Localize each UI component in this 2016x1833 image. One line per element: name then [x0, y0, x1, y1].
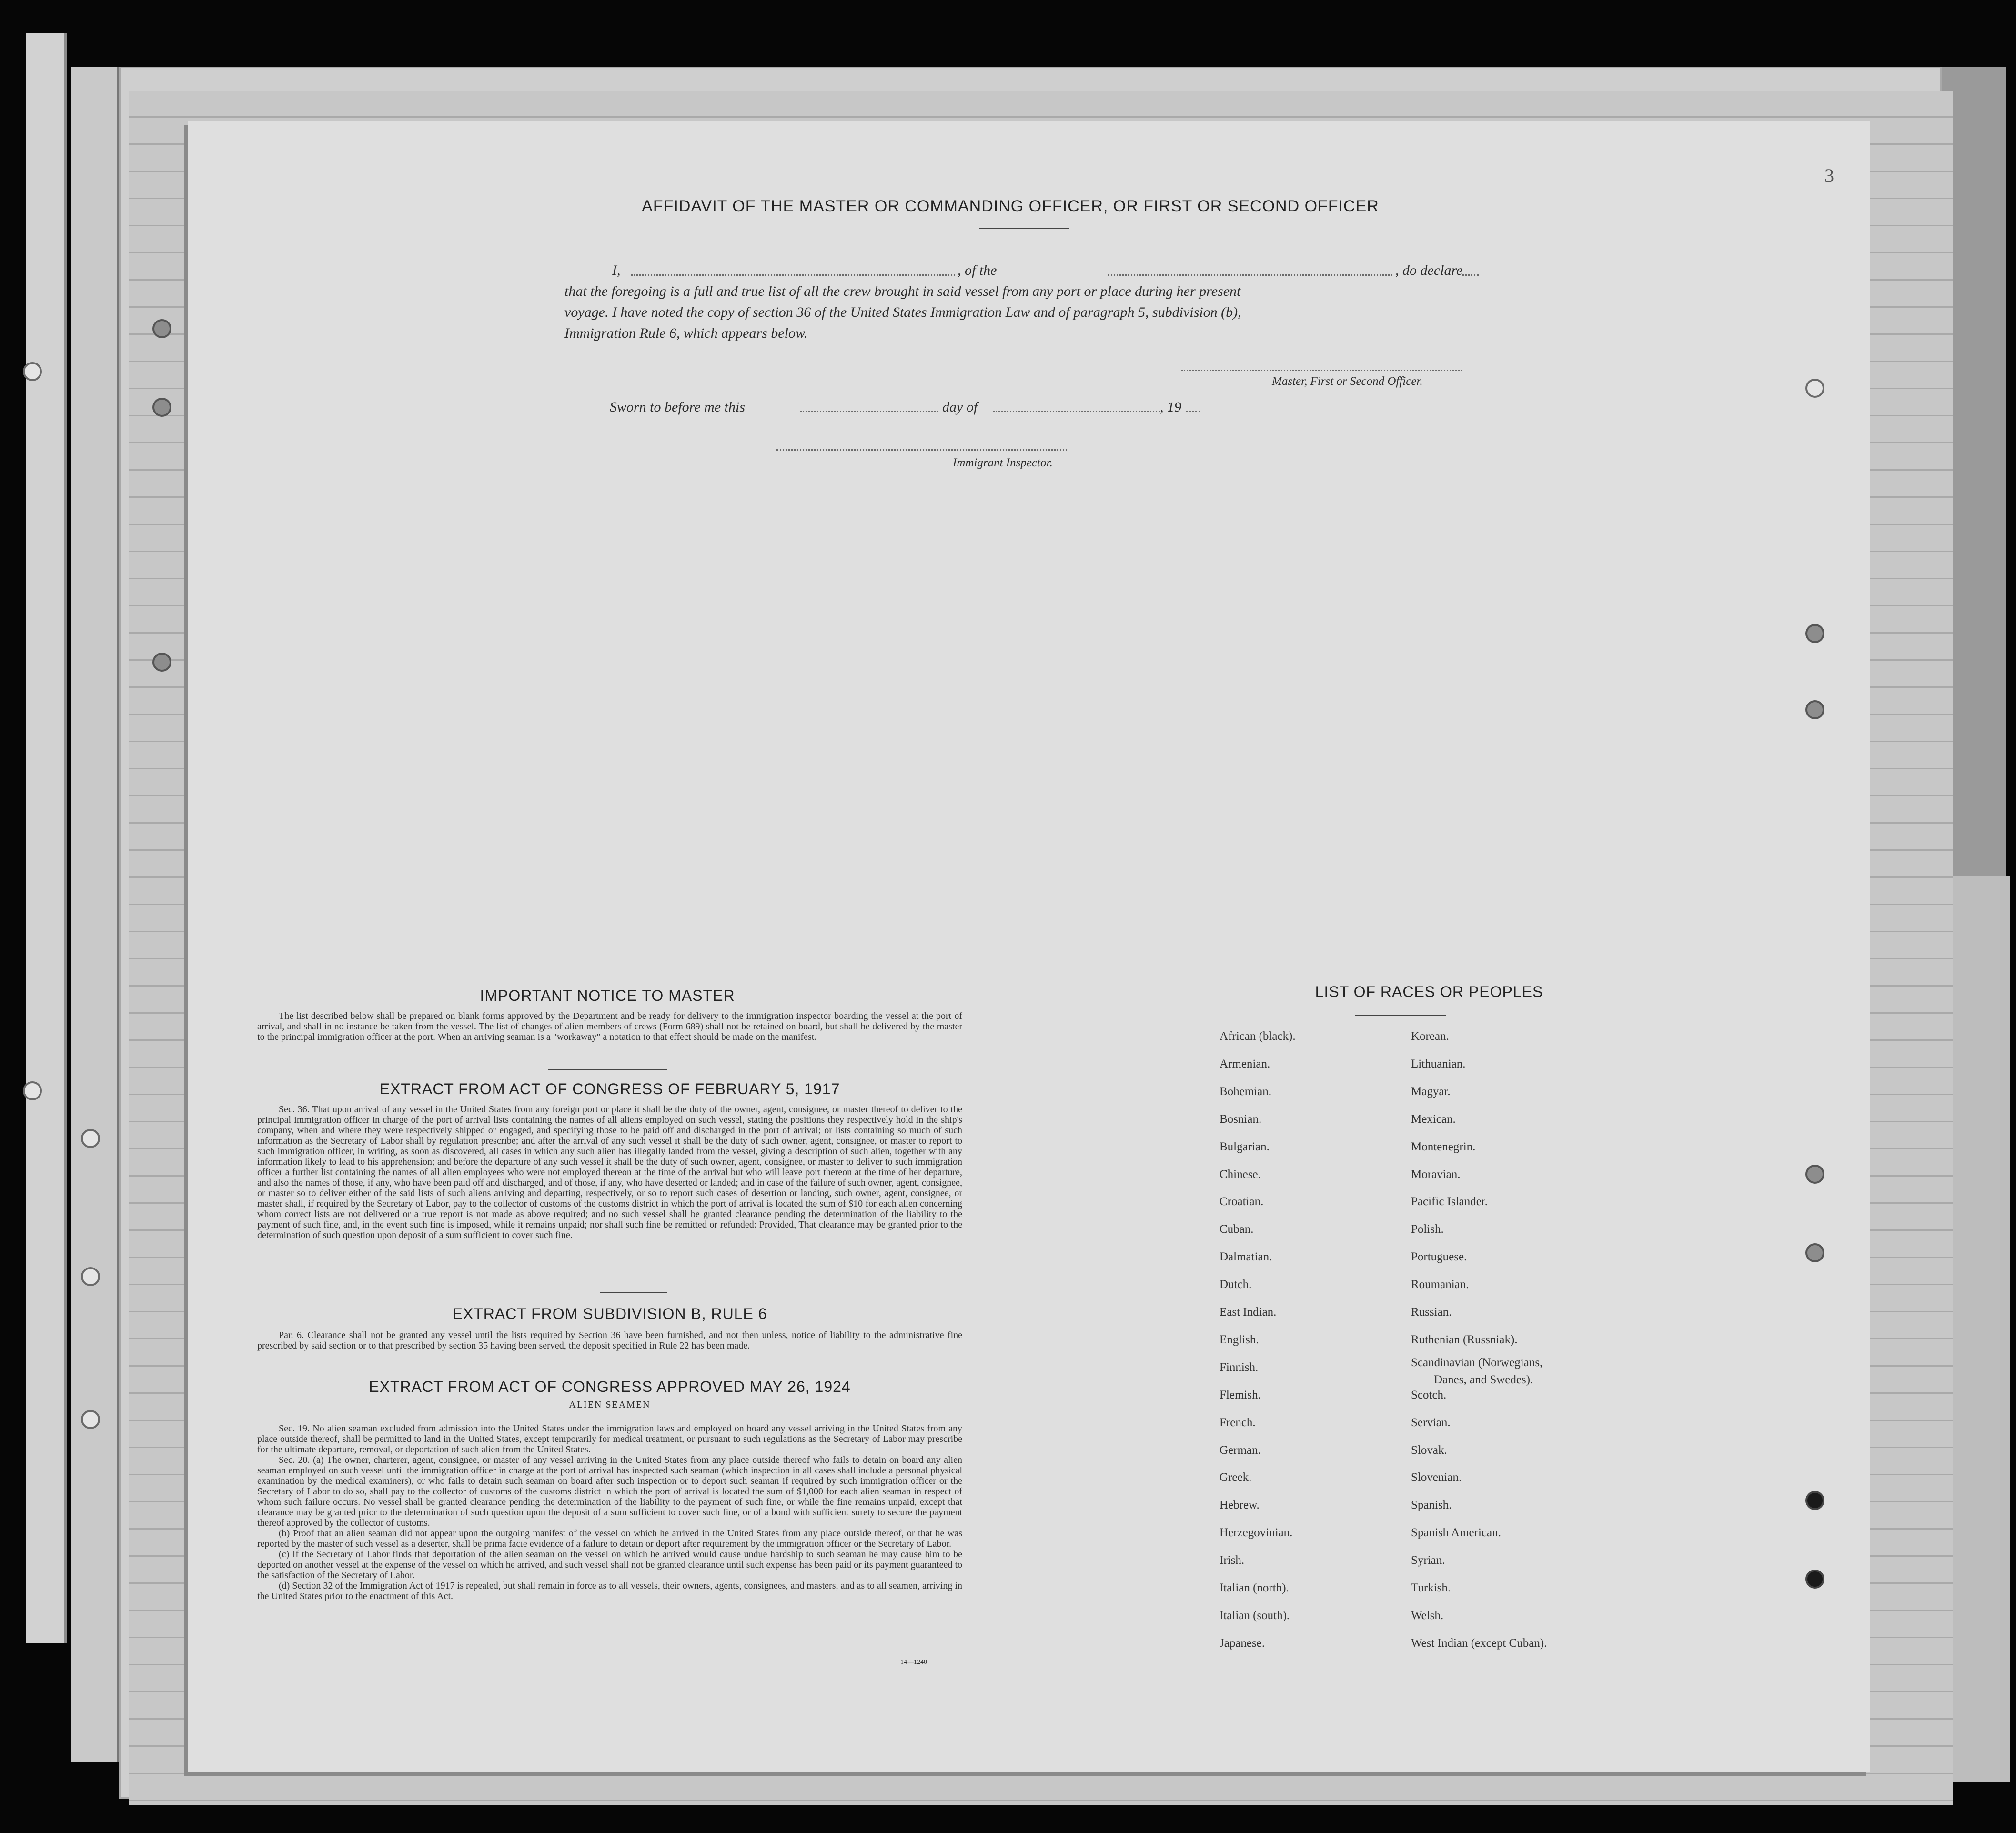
race-item: Cuban.	[1220, 1223, 1254, 1236]
race-item: Bulgarian.	[1220, 1140, 1270, 1153]
year-blank	[1186, 411, 1200, 412]
punch-hole	[1805, 1570, 1824, 1589]
race-item: African (black).	[1220, 1030, 1296, 1043]
affidavit-line: voyage. I have noted the copy of section 36 of the United States Immigration Law and of paragraph 5, subdivision (b),	[564, 304, 1241, 320]
punch-hole	[81, 1410, 100, 1429]
punch-hole	[1805, 379, 1824, 398]
race-item: Roumanian.	[1411, 1278, 1469, 1291]
inspector-label: Immigrant Inspector.	[953, 456, 1053, 469]
race-item: Chinese.	[1220, 1168, 1261, 1181]
extract-1924-title: EXTRACT FROM ACT OF CONGRESS APPROVED MAY 26, 1924	[369, 1378, 851, 1395]
affidavit-declaration-line: I, , of the , do declare	[564, 260, 1489, 281]
race-item: Montenegrin.	[1411, 1140, 1476, 1153]
race-item-continuation: Danes, and Swedes).	[1434, 1373, 1533, 1386]
race-item: French.	[1220, 1416, 1256, 1429]
punch-hole	[1805, 1491, 1824, 1510]
background-sheet-edge	[26, 33, 67, 1643]
race-item: Scotch.	[1411, 1389, 1447, 1401]
punch-hole	[152, 398, 171, 417]
extract-1917-body: Sec. 36. That upon arrival of any vessel in the United States from any foreign port or place it shall be the duty of the owner, agent, consignee, or master thereof to deliver to the principal immigration officer in charge of the port of arrival lists containing the names of all aliens employed on such vessel, stating the positions they respectively hold in the ship's company, when and where they were respectively shipped or engaged, and specifying those to be paid off and discharged in the port of arrival; or lists containing so much of such information as the Secretary of Labor shall by regulation prescribe; and after the arrival of any such vessel it shall be the duty of such owner, agent, consignee, or master to report to such immigration officer, in writing, as soon as discovered, all cases in which any such alien has illegally landed from the vessel, giving a description of such alien, together with any information likely to lead to his apprehension; and before the departure of any such vessel it shall be the duty of such owner, agent, consignee, or master to deliver to such immigration officer a further list containing the names of all alien employees who were not employed thereon at the time of the arrival but who will leave port thereon at the time of her departure, and also the names of those, if any, who have been paid off and discharged, and of those, if any, who have deserted or landed; and in case of the failure of such owner, agent, consignee, or master so to deliver either of the said lists of such aliens arriving and departing, respectively, or so to report such cases of desertion or landing, such owner, agent, consignee, or master shall, if required by the Secretary of Labor, pay to the collector of customs of the customs district in which the port of arrival is located the sum of $10 for each alien concerning whom correct lists are not delivered or a true report is not made as above required; and no such vessel shall be granted clearance pending the determination of the liability to the payment of such fine, and, in the event such fine is imposed, while it remains unpaid; nor shall such fine be remitted or refunded: Provided, That clearance may be granted prior to the determination of such question upon deposit of a sum sufficient to cover such fine.	[257, 1104, 962, 1240]
punch-hole	[1805, 1243, 1824, 1262]
sworn-label: Sworn to before me this	[610, 399, 745, 415]
extract-1924-subtitle: ALIEN SEAMEN	[569, 1400, 651, 1410]
divider	[1355, 1015, 1446, 1016]
notice-title: IMPORTANT NOTICE TO MASTER	[480, 987, 735, 1004]
race-item: Moravian.	[1411, 1168, 1461, 1181]
punch-hole	[152, 653, 171, 672]
punch-hole	[81, 1267, 100, 1286]
month-blank	[993, 411, 1160, 412]
divider	[600, 1292, 667, 1293]
race-item: Slovak.	[1411, 1444, 1447, 1457]
race-item: Servian.	[1411, 1416, 1451, 1429]
race-item: Greek.	[1220, 1471, 1252, 1484]
race-item: Bohemian.	[1220, 1085, 1272, 1098]
extract-1917-title: EXTRACT FROM ACT OF CONGRESS OF FEBRUARY 5, 1917	[379, 1080, 840, 1098]
form-number: 14—1240	[900, 1659, 927, 1666]
race-item: Lithuanian.	[1411, 1058, 1466, 1070]
race-item: Welsh.	[1411, 1609, 1444, 1622]
race-item: Mexican.	[1411, 1113, 1456, 1126]
race-item: Hebrew.	[1220, 1499, 1260, 1511]
section-20a: Sec. 20. (a) The owner, charterer, agent, consignee, or master of any vessel arriving in the United States from any place outside thereof who fails to detain on board any alien seaman employed on such vessel until the immigration officer in charge at the port of arrival has inspected such seaman (which inspection in all cases shall include a personal physical examination by the medical examiners), or who fails to detain such seaman on board after such inspection or to deport such seaman if required by such immigration officer or the Secretary of Labor to do so, shall pay to the collector of customs of the customs district in which the port of arrival is located the sum of $1,000 for each alien seaman in respect of whom such failure occurs. No vessel shall be granted clearance pending the determination of the liability to the payment of such fine, or while the fine remains unpaid, except that clearance may be granted prior to the determination of such question upon the deposit of a sum sufficient to cover such fine, or of a bond with sufficient surety to secure the payment thereof approved by the collector of customs.	[257, 1455, 962, 1528]
race-item: Spanish.	[1411, 1499, 1452, 1511]
race-item: Slovenian.	[1411, 1471, 1462, 1484]
punch-hole	[152, 319, 171, 338]
name-blank	[631, 274, 955, 276]
extract-1924-body	[257, 1423, 962, 1601]
day-blank	[800, 411, 938, 412]
race-item: Japanese.	[1220, 1637, 1265, 1650]
signature-label: Master, First or Second Officer.	[1272, 375, 1423, 388]
race-item: Magyar.	[1411, 1085, 1451, 1098]
race-item: Italian (north).	[1220, 1581, 1289, 1594]
notice-body: The list described below shall be prepared on blank forms approved by the Department and be ready for delivery to the immigration inspector boarding the vessel at the port of arrival, and shall in no instance be taken from the vessel. The list of changes of alien members of crews (Form 689) shall not be retained on board, but shall be delivered by the master to the principal immigration officer at the port. When an arriving seaman is a "workaway" a notation to that effect should be made on the manifest.	[257, 1011, 962, 1042]
divider	[548, 1069, 667, 1070]
punch-hole	[1805, 1165, 1824, 1184]
race-item: Dalmatian.	[1220, 1250, 1272, 1263]
section-19: Sec. 19. No alien seaman excluded from admission into the United States under the immigration laws and employed on board any vessel arriving in the United States from any place outside thereof, shall be permitted to land in the United States, except temporarily for medical treatment, or pursuant to such regulations as the Secretary of Labor may prescribe for the ultimate departure, removal, or deportation of such alien from the United States.	[257, 1423, 962, 1455]
race-item: Korean.	[1411, 1030, 1449, 1043]
race-item: Finnish.	[1220, 1361, 1259, 1374]
race-item: Portuguese.	[1411, 1250, 1467, 1263]
background-sheet-edge	[71, 67, 121, 1762]
punch-hole	[23, 362, 42, 381]
race-item: Russian.	[1411, 1306, 1452, 1319]
race-item: Herzegovinian.	[1220, 1526, 1293, 1539]
race-item: Flemish.	[1220, 1389, 1261, 1401]
extract-rule6-title: EXTRACT FROM SUBDIVISION B, RULE 6	[452, 1305, 767, 1322]
signature-line	[1181, 370, 1462, 371]
race-item: German.	[1220, 1444, 1261, 1457]
race-item: Croatian.	[1220, 1195, 1264, 1208]
divider	[979, 228, 1069, 229]
race-item: Spanish American.	[1411, 1526, 1501, 1539]
race-item: Turkish.	[1411, 1581, 1451, 1594]
punch-hole	[1805, 624, 1824, 643]
race-item: Bosnian.	[1220, 1113, 1262, 1126]
races-title: LIST OF RACES OR PEOPLES	[1315, 983, 1543, 1000]
race-item: Armenian.	[1220, 1058, 1270, 1070]
affidavit-body	[564, 260, 1489, 344]
race-item: Ruthenian (Russniak).	[1411, 1333, 1518, 1346]
race-item: West Indian (except Cuban).	[1411, 1637, 1547, 1650]
affidavit-line: that the foregoing is a full and true list of all the crew brought in said vessel from any port or place during her present	[564, 283, 1241, 299]
affidavit-title: AFFIDAVIT OF THE MASTER OR COMMANDING OFFICER, OR FIRST OR SECOND OFFICER	[642, 197, 1379, 215]
race-item: Syrian.	[1411, 1554, 1445, 1567]
inspector-signature-line	[776, 449, 1067, 451]
race-item: Pacific Islander.	[1411, 1195, 1488, 1208]
race-item: East Indian.	[1220, 1306, 1277, 1319]
race-item: Scandinavian (Norwegians,	[1411, 1356, 1543, 1369]
affidavit-line: Immigration Rule 6, which appears below.	[564, 325, 808, 341]
race-item: Irish.	[1220, 1554, 1245, 1567]
punch-hole	[1805, 700, 1824, 719]
section-20b: (b) Proof that an alien seaman did not appear upon the outgoing manifest of the vessel on which he arrived in the United States from any place outside thereof, or that he was reported by the master of such vessel as a deserter, shall be prima facie evidence of a failure to detain or deport after requirement by the immigration officer or the Secretary of Labor.	[257, 1528, 962, 1549]
day-of-label: day of	[942, 399, 978, 415]
section-20d: (d) Section 32 of the Immigration Act of 1917 is repealed, but shall remain in force as to all vessels, their owners, agents, consignees, and masters, and as to all seamen, arriving in the United States prior to the enactment of this Act.	[257, 1581, 962, 1601]
year-label: , 19	[1160, 399, 1181, 415]
section-20c: (c) If the Secretary of Labor finds that deportation of the alien seaman on the vessel on which he arrived would cause undue hardship to such seaman he may cause him to be deported on another vessel at the expense of the vessel on which he arrived, and such vessel shall not be granted clearance until such expense has been paid or its payment guaranteed to the satisfaction of the Secretary of Labor.	[257, 1549, 962, 1581]
corner-page-mark: 3	[1824, 165, 1834, 186]
race-item: Italian (south).	[1220, 1609, 1290, 1622]
race-item: English.	[1220, 1333, 1259, 1346]
punch-hole	[81, 1129, 100, 1148]
race-item: Dutch.	[1220, 1278, 1252, 1291]
punch-hole	[23, 1081, 42, 1100]
race-item: Polish.	[1411, 1223, 1444, 1236]
extract-rule6-body: Par. 6. Clearance shall not be granted any vessel until the lists required by Section 36 have been furnished, and not then unless, notice of liability to the administrative fine prescribed by said section or to that prescribed by section 35 having been served, the deposit specified in Rule 22 has been made.	[257, 1330, 962, 1351]
